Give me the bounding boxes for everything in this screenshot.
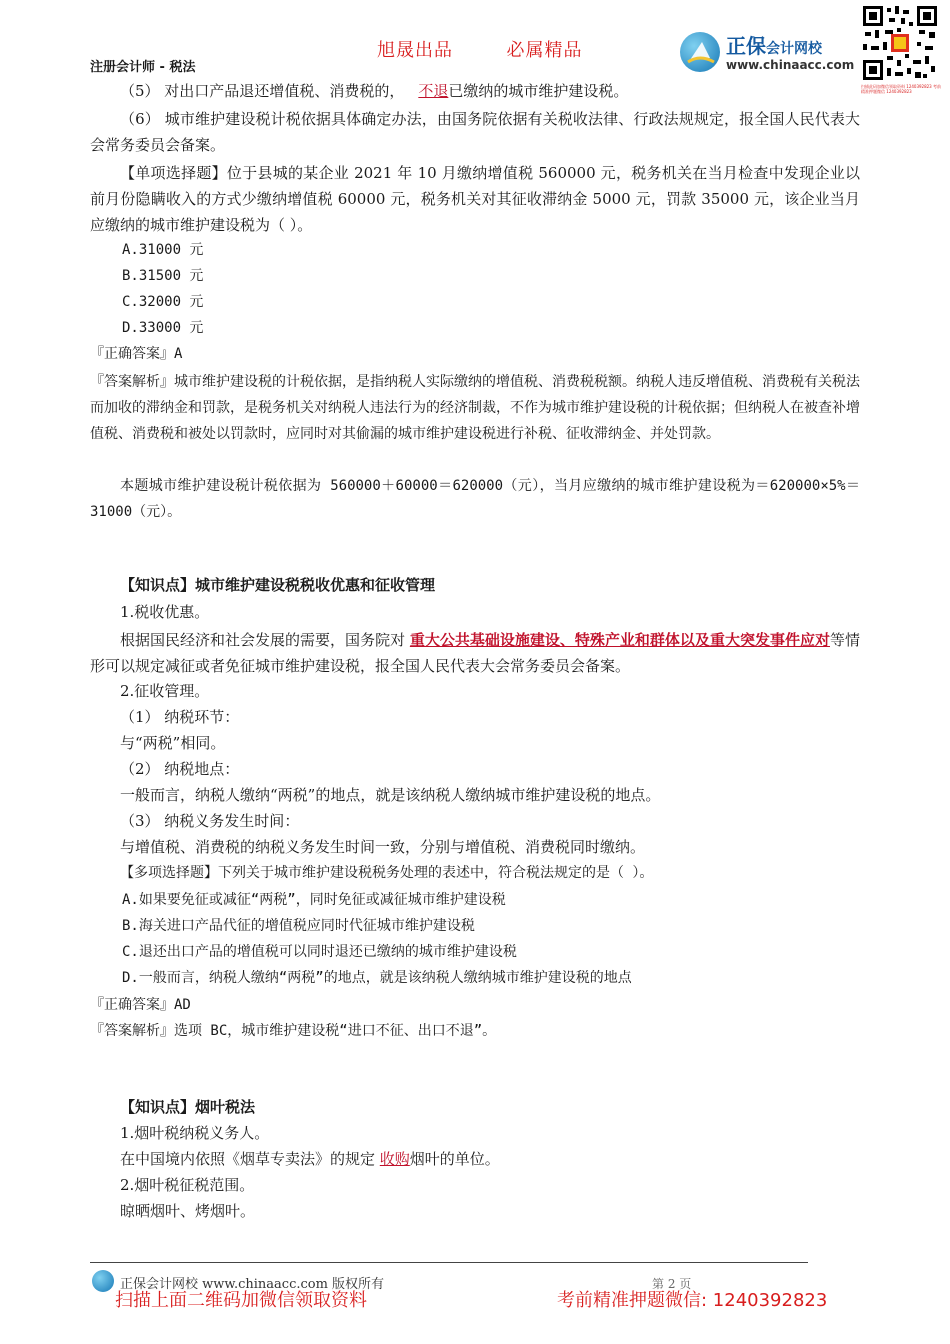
q1-calculation: 本题城市维护建设税计税依据为 560000＋60000＝620000（元），当月应缴纳的城市维护建设税为＝620000×5%＝31000（元）。 [90, 478, 860, 520]
header-slogan [377, 36, 582, 62]
k1-paragraph [90, 627, 860, 679]
footer-logo-icon [92, 1270, 114, 1292]
section-title-urban-tax: 【知识点】城市维护建设税税收优惠和征收管理 [120, 576, 436, 594]
k1-sub-2: （2） 纳税地点： [120, 760, 240, 778]
footer-promo-right: 考前精准押题微信: 1240392823 [557, 1290, 828, 1311]
q1-option-c: C.32000 元 [122, 294, 204, 310]
section-title-tobacco-tax: 【知识点】烟叶税法 [120, 1098, 256, 1116]
footer-divider [90, 1262, 808, 1263]
logo-title-main: 正保 [726, 34, 766, 58]
k1-sub-1: （1） 纳税环节： [120, 708, 240, 726]
q2-option-a: A.如果要免征或减征“两税”，同时免征或减征城市维护建设税 [122, 892, 506, 908]
k2-heading-2: 2.烟叶税征税范围。 [120, 1176, 255, 1194]
logo-url: www.chinaacc.com [726, 58, 855, 72]
emphasis-not-refund: 不退 [418, 82, 449, 100]
q1-option-d: D.33000 元 [122, 320, 204, 336]
footer-copyright: 正保会计网校 www.chinaacc.com 版权所有 [120, 1277, 385, 1292]
q1-correct-answer: 『正确答案』A [90, 346, 183, 362]
k1-heading-1: 1.税收优惠。 [120, 603, 210, 621]
q1-option-b: B.31500 元 [122, 268, 204, 284]
footer-page-number: 第 2 页 [652, 1277, 692, 1291]
qr-caption: 扫描此码加微信领取资料 1240392823 考前精准押题微信 1240392823 [861, 84, 941, 94]
point-5-text: （5） 对出口产品退还增值税、消费税的， [120, 82, 405, 100]
q2-answer-analysis: 『答案解析』选项 BC，城市维护建设税“进口不征、出口不退”。 [90, 1023, 497, 1039]
k1-paragraph-lead: 根据国民经济和社会发展的需要，国务院对 [120, 631, 410, 649]
qr-code-icon [861, 4, 939, 82]
k1-sub-3-text: 与增值税、消费税的纳税义务发生时间一致，分别与增值税、消费税同时缴纳。 [120, 838, 646, 856]
q2-correct-answer: 『正确答案』AD [90, 997, 191, 1013]
k1-heading-2: 2.征收管理。 [120, 682, 210, 700]
k1-sub-2-text: 一般而言，纳税人缴纳“两税”的地点，就是该纳税人缴纳城市维护建设税的地点。 [120, 786, 661, 804]
point-6: （6） 城市维护建设税计税依据具体确定办法，由国务院依据有关税收法律、行政法规规定，报全国人民代表大会常务委员会备案。 [90, 110, 860, 154]
k2-heading-2-text: 晾晒烟叶、烤烟叶。 [120, 1202, 256, 1220]
q2-option-c: C.退还出口产品的增值税可以同时退还已缴纳的城市维护建设税 [122, 944, 517, 960]
point-5-tail: 已缴纳的城市维护建设税。 [448, 82, 629, 100]
k1-paragraph-tail: 等情形可以规定减征或者免征城市维护建设税，报全国人民代表大会常务委员会备案。 [90, 631, 860, 675]
logo-title-suffix: 会计网校 [766, 41, 822, 57]
emphasis-major-events: 重大公共基础设施建设、特殊产业和群体以及重大突发事件应对 [409, 631, 830, 649]
logo-emblem-icon [680, 32, 720, 72]
multiple-choice-question: 【多项选择题】下列关于城市维护建设税税务处理的表述中，符合税法规定的是（ ）。 [120, 865, 654, 881]
logo-title [726, 30, 822, 59]
k2-paragraph [120, 1148, 500, 1169]
k2-paragraph-tail: 烟叶的单位。 [409, 1150, 500, 1168]
k1-sub-3: （3） 纳税义务发生时间： [120, 812, 300, 830]
emphasis-purchase: 收购 [379, 1150, 410, 1168]
q2-option-b: B.海关进口产品代征的增值税应同时代征城市维护建设税 [122, 918, 475, 934]
point-5 [120, 80, 628, 101]
slogan-left: 旭晟出品 [377, 40, 453, 61]
slogan-right: 必属精品 [506, 40, 583, 61]
k2-heading-1: 1.烟叶税纳税义务人。 [120, 1124, 270, 1142]
q2-option-d: D.一般而言，纳税人缴纳“两税”的地点，就是该纳税人缴纳城市维护建设税的地点 [122, 970, 632, 986]
footer-promo-left: 扫描上面二维码加微信领取资料 [115, 1290, 367, 1311]
k2-paragraph-lead: 在中国境内依照《烟草专卖法》的规定 [120, 1150, 380, 1168]
header-subject: 注册会计师 - 税法 [90, 60, 196, 75]
q1-option-a: A.31000 元 [122, 242, 204, 258]
chinaacc-logo [680, 28, 860, 78]
q1-answer-analysis: 『答案解析』城市维护建设税的计税依据，是指纳税人实际缴纳的增值税、消费税税额。纳税人违反增值税、消费税有关税法而加收的滞纳金和罚款，是税务机关对纳税人违法行为的经济制裁，不作为城市维护建设税的计税依据；但纳税人在被查补增值税、消费税和被处以罚款时，应同时对其偷漏的城市维护建设税进行补税、征收滞纳金、并处罚款。 [90, 374, 860, 442]
k1-sub-1-text: 与“两税”相同。 [120, 734, 226, 752]
single-choice-question: 【单项选择题】位于县城的某企业 2021 年 10 月缴纳增值税 560000 元，税务机关在当月检查中发现企业以前月份隐瞒收入的方式少缴纳增值税 60000 元，税务机关对其征收滞纳金 5000 元，罚款 35000 元，该企业当月应缴纳的城市维护建设税为（ ）。 [90, 164, 860, 234]
